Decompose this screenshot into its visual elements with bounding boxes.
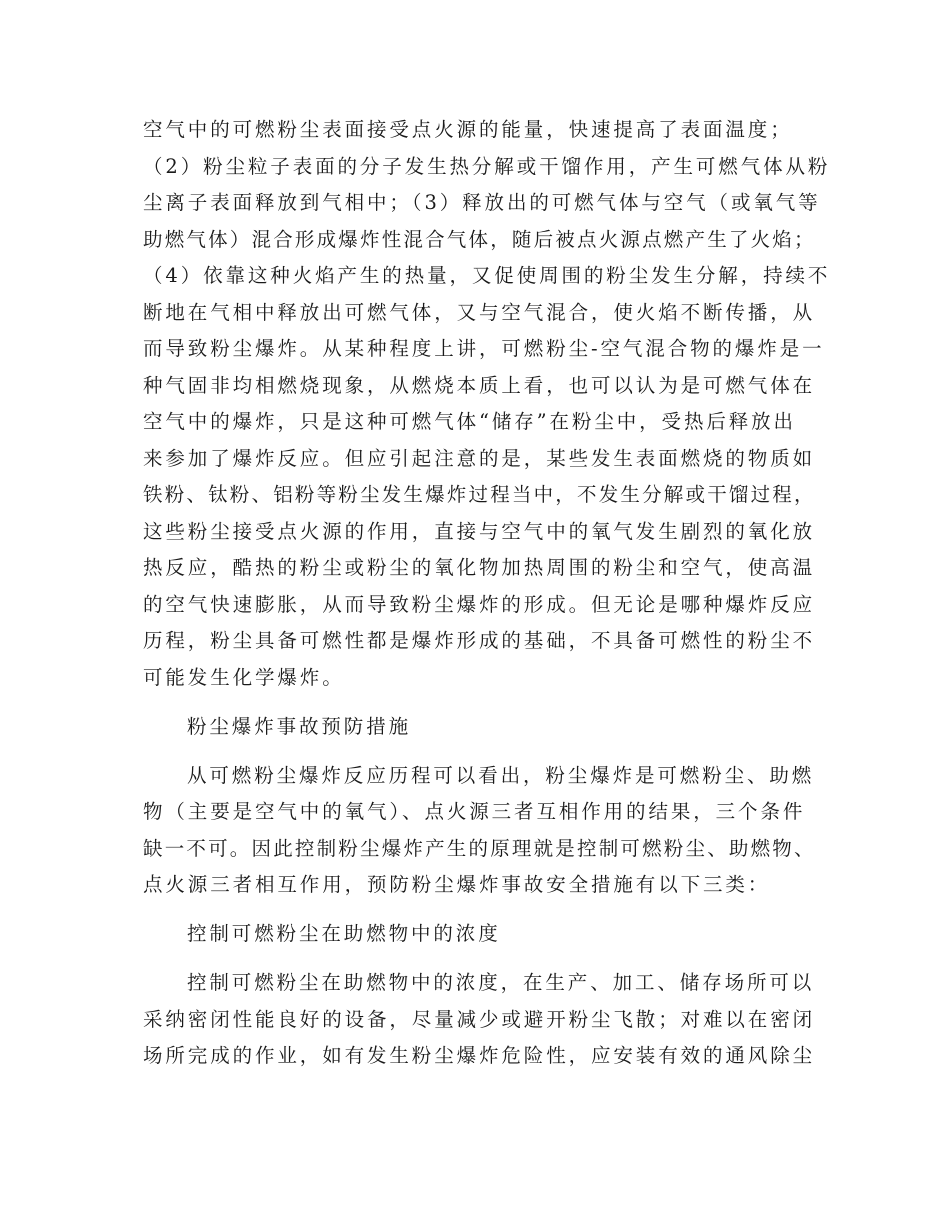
document-page <box>143 112 831 1075</box>
text-line: 控制可燃粉尘在助燃物中的浓度，在生产、加工、储存场所可以 <box>187 971 815 994</box>
text-line: 而导致粉尘爆炸。从某种程度上讲，可燃粉尘-空气混合物的爆炸是一 <box>143 337 825 360</box>
text-line: 的空气快速膨胀，从而导致粉尘爆炸的形成。但无论是哪种爆炸反应 <box>143 592 816 616</box>
section-heading-prevention: 粉尘爆炸事故预防措施 <box>187 714 412 738</box>
text-line: 场所完成的作业，如有发生粉尘爆炸危险性，应安装有效的通风除尘 <box>143 1044 816 1067</box>
text-line: 采纳密闭性能良好的设备，尽量减少或避开粉尘飞散；对难以在密闭 <box>143 1007 816 1031</box>
text-line: 从可燃粉尘爆炸反应历程可以看出，粉尘爆炸是可燃粉尘、助燃 <box>187 763 815 787</box>
text-line: 助燃气体）混合形成爆炸性混合气体，随后被点火源点燃产生了火焰； <box>143 227 816 251</box>
text-line: 物（主要是空气中的氧气）、点火源三者互相作用的结果，三个条件 <box>143 800 806 823</box>
text-line: 断地在气相中释放出可燃气体，又与空气混合，使火焰不断传播，从 <box>143 300 816 324</box>
text-line: 种气固非均相燃烧现象，从燃烧本质上看，也可以认为是可燃气体在 <box>143 373 816 397</box>
paragraph-prevention-principle <box>143 758 816 904</box>
text-line: 缺一不可。因此控制粉尘爆炸产生的原理就是控制可燃粉尘、助燃物、 <box>143 836 816 860</box>
paragraph-explosion-process <box>143 112 831 696</box>
text-line: （2）粉尘粒子表面的分子发生热分解或干馏作用，产生可燃气体从粉 <box>143 154 831 178</box>
text-line: 空气中的可燃粉尘表面接受点火源的能量，快速提高了表面温度； <box>143 118 793 141</box>
text-line: 这些粉尘接受点火源的作用，直接与空气中的氧气发生剧烈的氧化放 <box>143 519 816 543</box>
text-line: 热反应，酷热的粉尘或粉尘的氧化物加热周围的粉尘和空气，使高温 <box>143 556 816 579</box>
section-heading-concentration: 控制可燃粉尘在助燃物中的浓度 <box>187 922 501 945</box>
paragraph-concentration-control <box>143 965 816 1075</box>
text-line: 历程，粉尘具备可燃性都是爆炸形成的基础，不具备可燃性的粉尘不 <box>143 629 816 652</box>
text-line: 来参加了爆炸反应。但应引起注意的是，某些发生表面燃烧的物质如 <box>143 446 816 470</box>
text-line: 点火源三者相互作用，预防粉尘爆炸事故安全措施有以下三类： <box>143 873 771 896</box>
text-line: 铁粉、钛粉、铝粉等粉尘发生爆炸过程当中，不发生分解或干馏过程， <box>143 483 816 506</box>
text-line: 尘离子表面释放到气相中；（3）释放出的可燃气体与空气（或氧气等 <box>143 191 821 214</box>
text-line: 可能发生化学爆炸。 <box>143 665 345 689</box>
text-line: 空气中的爆炸，只是这种可燃气体“储存”在粉尘中，受热后释放出 <box>143 410 796 433</box>
text-line: （4）依靠这种火焰产生的热量，又促使周围的粉尘发生分解，持续不 <box>143 264 831 287</box>
